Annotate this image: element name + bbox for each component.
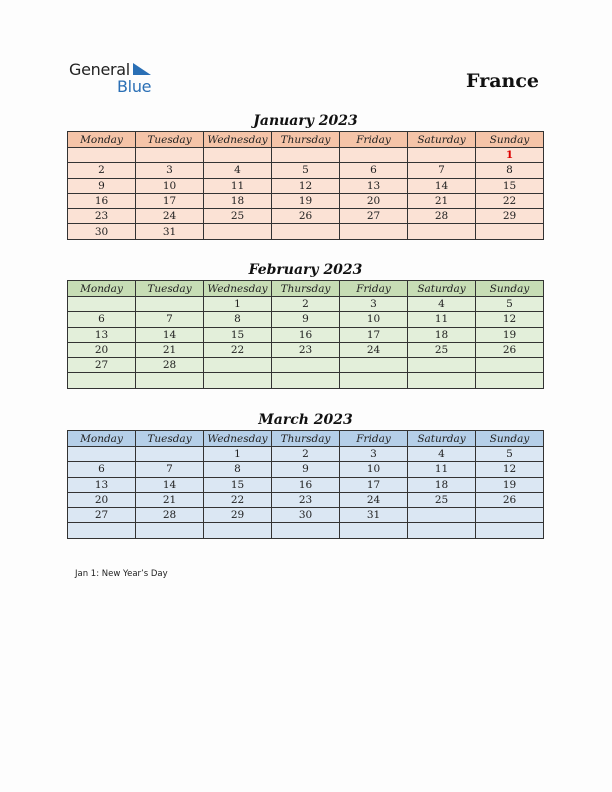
month-title: January 2023 <box>253 113 358 129</box>
day-cell: 20 <box>68 492 136 507</box>
day-cell: 7 <box>136 462 204 477</box>
weekday-header-row <box>68 431 544 447</box>
weekday-header: Monday <box>68 281 136 297</box>
weekday-header: Friday <box>340 431 408 447</box>
month-title: February 2023 <box>248 262 363 278</box>
calendar-table <box>67 280 544 389</box>
holiday-notes <box>75 569 168 579</box>
day-cell: 13 <box>68 327 136 342</box>
empty-day-cell <box>476 523 544 538</box>
day-cell: 26 <box>272 209 340 224</box>
day-cell: 30 <box>272 508 340 523</box>
day-cell: 31 <box>136 224 204 239</box>
week-row <box>68 148 544 163</box>
day-cell: 16 <box>68 193 136 208</box>
weekday-header: Tuesday <box>136 132 204 148</box>
day-cell: 22 <box>476 193 544 208</box>
day-cell: 15 <box>204 327 272 342</box>
day-cell: 6 <box>340 163 408 178</box>
day-cell: 18 <box>204 193 272 208</box>
week-row <box>68 492 544 507</box>
day-cell: 27 <box>68 358 136 373</box>
day-cell: 5 <box>476 297 544 312</box>
weekday-header: Friday <box>340 132 408 148</box>
calendar-table <box>67 131 544 240</box>
empty-day-cell <box>204 523 272 538</box>
day-cell: 23 <box>272 342 340 357</box>
day-cell: 23 <box>272 492 340 507</box>
day-cell: 26 <box>476 492 544 507</box>
day-cell: 21 <box>408 193 476 208</box>
day-cell: 20 <box>340 193 408 208</box>
week-row <box>68 327 544 342</box>
month-title: March 2023 <box>258 412 353 428</box>
empty-day-cell <box>408 373 476 388</box>
day-cell: 7 <box>408 163 476 178</box>
day-cell: 14 <box>136 477 204 492</box>
empty-day-cell <box>136 447 204 462</box>
week-row <box>68 477 544 492</box>
day-cell: 4 <box>408 297 476 312</box>
day-cell: 12 <box>476 312 544 327</box>
day-cell: 19 <box>272 193 340 208</box>
weekday-header: Thursday <box>272 281 340 297</box>
day-cell: 1 <box>476 148 544 163</box>
week-row <box>68 193 544 208</box>
empty-day-cell <box>340 373 408 388</box>
day-cell: 10 <box>340 312 408 327</box>
weekday-header: Sunday <box>476 431 544 447</box>
weekday-header: Sunday <box>476 132 544 148</box>
day-cell: 14 <box>136 327 204 342</box>
day-cell: 14 <box>408 178 476 193</box>
day-cell: 28 <box>408 209 476 224</box>
day-cell: 8 <box>476 163 544 178</box>
day-cell: 21 <box>136 492 204 507</box>
day-cell: 12 <box>272 178 340 193</box>
weekday-header: Saturday <box>408 431 476 447</box>
day-cell: 29 <box>476 209 544 224</box>
day-cell: 5 <box>272 163 340 178</box>
empty-day-cell <box>68 447 136 462</box>
day-cell: 24 <box>136 209 204 224</box>
empty-day-cell <box>136 523 204 538</box>
empty-day-cell <box>476 508 544 523</box>
day-cell: 9 <box>68 178 136 193</box>
week-row <box>68 224 544 239</box>
day-cell: 18 <box>408 327 476 342</box>
day-cell: 18 <box>408 477 476 492</box>
weekday-header: Wednesday <box>204 431 272 447</box>
day-cell: 2 <box>272 447 340 462</box>
calendar-table <box>67 430 544 539</box>
day-cell: 15 <box>476 178 544 193</box>
empty-day-cell <box>408 224 476 239</box>
day-cell: 21 <box>136 342 204 357</box>
day-cell: 17 <box>340 327 408 342</box>
empty-day-cell <box>476 224 544 239</box>
empty-day-cell <box>476 373 544 388</box>
week-row <box>68 508 544 523</box>
day-cell: 25 <box>408 492 476 507</box>
day-cell: 27 <box>340 209 408 224</box>
weekday-header: Friday <box>340 281 408 297</box>
empty-day-cell <box>340 224 408 239</box>
day-cell: 7 <box>136 312 204 327</box>
empty-day-cell <box>340 358 408 373</box>
weekday-header: Wednesday <box>204 132 272 148</box>
day-cell: 28 <box>136 358 204 373</box>
day-cell: 3 <box>340 297 408 312</box>
weekday-header: Thursday <box>272 132 340 148</box>
day-cell: 16 <box>272 327 340 342</box>
day-cell: 11 <box>204 178 272 193</box>
day-cell: 12 <box>476 462 544 477</box>
week-row <box>68 447 544 462</box>
day-cell: 9 <box>272 312 340 327</box>
weekday-header: Wednesday <box>204 281 272 297</box>
day-cell: 6 <box>68 312 136 327</box>
week-row <box>68 178 544 193</box>
day-cell: 5 <box>476 447 544 462</box>
day-cell: 22 <box>204 342 272 357</box>
weekday-header-row <box>68 132 544 148</box>
day-cell: 20 <box>68 342 136 357</box>
weekday-header-row <box>68 281 544 297</box>
day-cell: 25 <box>408 342 476 357</box>
day-cell: 19 <box>476 327 544 342</box>
weekday-header: Monday <box>68 132 136 148</box>
week-row <box>68 358 544 373</box>
weekday-header: Tuesday <box>136 431 204 447</box>
empty-day-cell <box>204 358 272 373</box>
weekday-header: Sunday <box>476 281 544 297</box>
day-cell: 27 <box>68 508 136 523</box>
day-cell: 1 <box>204 297 272 312</box>
empty-day-cell <box>68 148 136 163</box>
day-cell: 2 <box>68 163 136 178</box>
day-cell: 26 <box>476 342 544 357</box>
empty-day-cell <box>68 297 136 312</box>
day-cell: 13 <box>68 477 136 492</box>
day-cell: 3 <box>136 163 204 178</box>
week-row <box>68 297 544 312</box>
day-cell: 16 <box>272 477 340 492</box>
empty-day-cell <box>204 224 272 239</box>
day-cell: 4 <box>204 163 272 178</box>
empty-day-cell <box>204 373 272 388</box>
weekday-header: Thursday <box>272 431 340 447</box>
day-cell: 8 <box>204 462 272 477</box>
day-cell: 9 <box>272 462 340 477</box>
day-cell: 6 <box>68 462 136 477</box>
day-cell: 29 <box>204 508 272 523</box>
day-cell: 31 <box>340 508 408 523</box>
day-cell: 19 <box>476 477 544 492</box>
day-cell: 22 <box>204 492 272 507</box>
empty-day-cell <box>136 297 204 312</box>
week-row <box>68 209 544 224</box>
empty-day-cell <box>340 523 408 538</box>
day-cell: 10 <box>340 462 408 477</box>
day-cell: 15 <box>204 477 272 492</box>
empty-day-cell <box>408 148 476 163</box>
empty-day-cell <box>476 358 544 373</box>
brand-triangle-icon <box>133 63 153 77</box>
day-cell: 4 <box>408 447 476 462</box>
day-cell: 28 <box>136 508 204 523</box>
empty-day-cell <box>272 373 340 388</box>
day-cell: 11 <box>408 462 476 477</box>
day-cell: 10 <box>136 178 204 193</box>
month-february <box>67 260 544 389</box>
country-title: France <box>466 70 539 92</box>
month-january <box>67 111 544 240</box>
day-cell: 24 <box>340 342 408 357</box>
empty-day-cell <box>408 508 476 523</box>
weekday-header: Saturday <box>408 132 476 148</box>
empty-day-cell <box>408 523 476 538</box>
day-cell: 8 <box>204 312 272 327</box>
week-row <box>68 462 544 477</box>
empty-day-cell <box>408 358 476 373</box>
empty-day-cell <box>68 373 136 388</box>
empty-day-cell <box>204 148 272 163</box>
day-cell: 30 <box>68 224 136 239</box>
weekday-header: Monday <box>68 431 136 447</box>
day-cell: 25 <box>204 209 272 224</box>
day-cell: 11 <box>408 312 476 327</box>
day-cell: 1 <box>204 447 272 462</box>
empty-day-cell <box>272 224 340 239</box>
day-cell: 17 <box>136 193 204 208</box>
week-row <box>68 373 544 388</box>
empty-day-cell <box>68 523 136 538</box>
empty-day-cell <box>272 148 340 163</box>
day-cell: 13 <box>340 178 408 193</box>
empty-day-cell <box>272 358 340 373</box>
empty-day-cell <box>136 148 204 163</box>
weekday-header: Saturday <box>408 281 476 297</box>
day-cell: 17 <box>340 477 408 492</box>
day-cell: 2 <box>272 297 340 312</box>
day-cell: 24 <box>340 492 408 507</box>
week-row <box>68 523 544 538</box>
holiday-note: Jan 1: New Year’s Day <box>75 569 168 579</box>
empty-day-cell <box>340 148 408 163</box>
day-cell: 3 <box>340 447 408 462</box>
empty-day-cell <box>136 373 204 388</box>
brand-name-blue: Blue <box>117 77 152 96</box>
brand-logo <box>69 60 169 100</box>
weekday-header: Tuesday <box>136 281 204 297</box>
day-cell: 23 <box>68 209 136 224</box>
week-row <box>68 342 544 357</box>
week-row <box>68 312 544 327</box>
empty-day-cell <box>272 523 340 538</box>
brand-name-general: General <box>69 60 130 79</box>
week-row <box>68 163 544 178</box>
month-march <box>67 410 544 539</box>
